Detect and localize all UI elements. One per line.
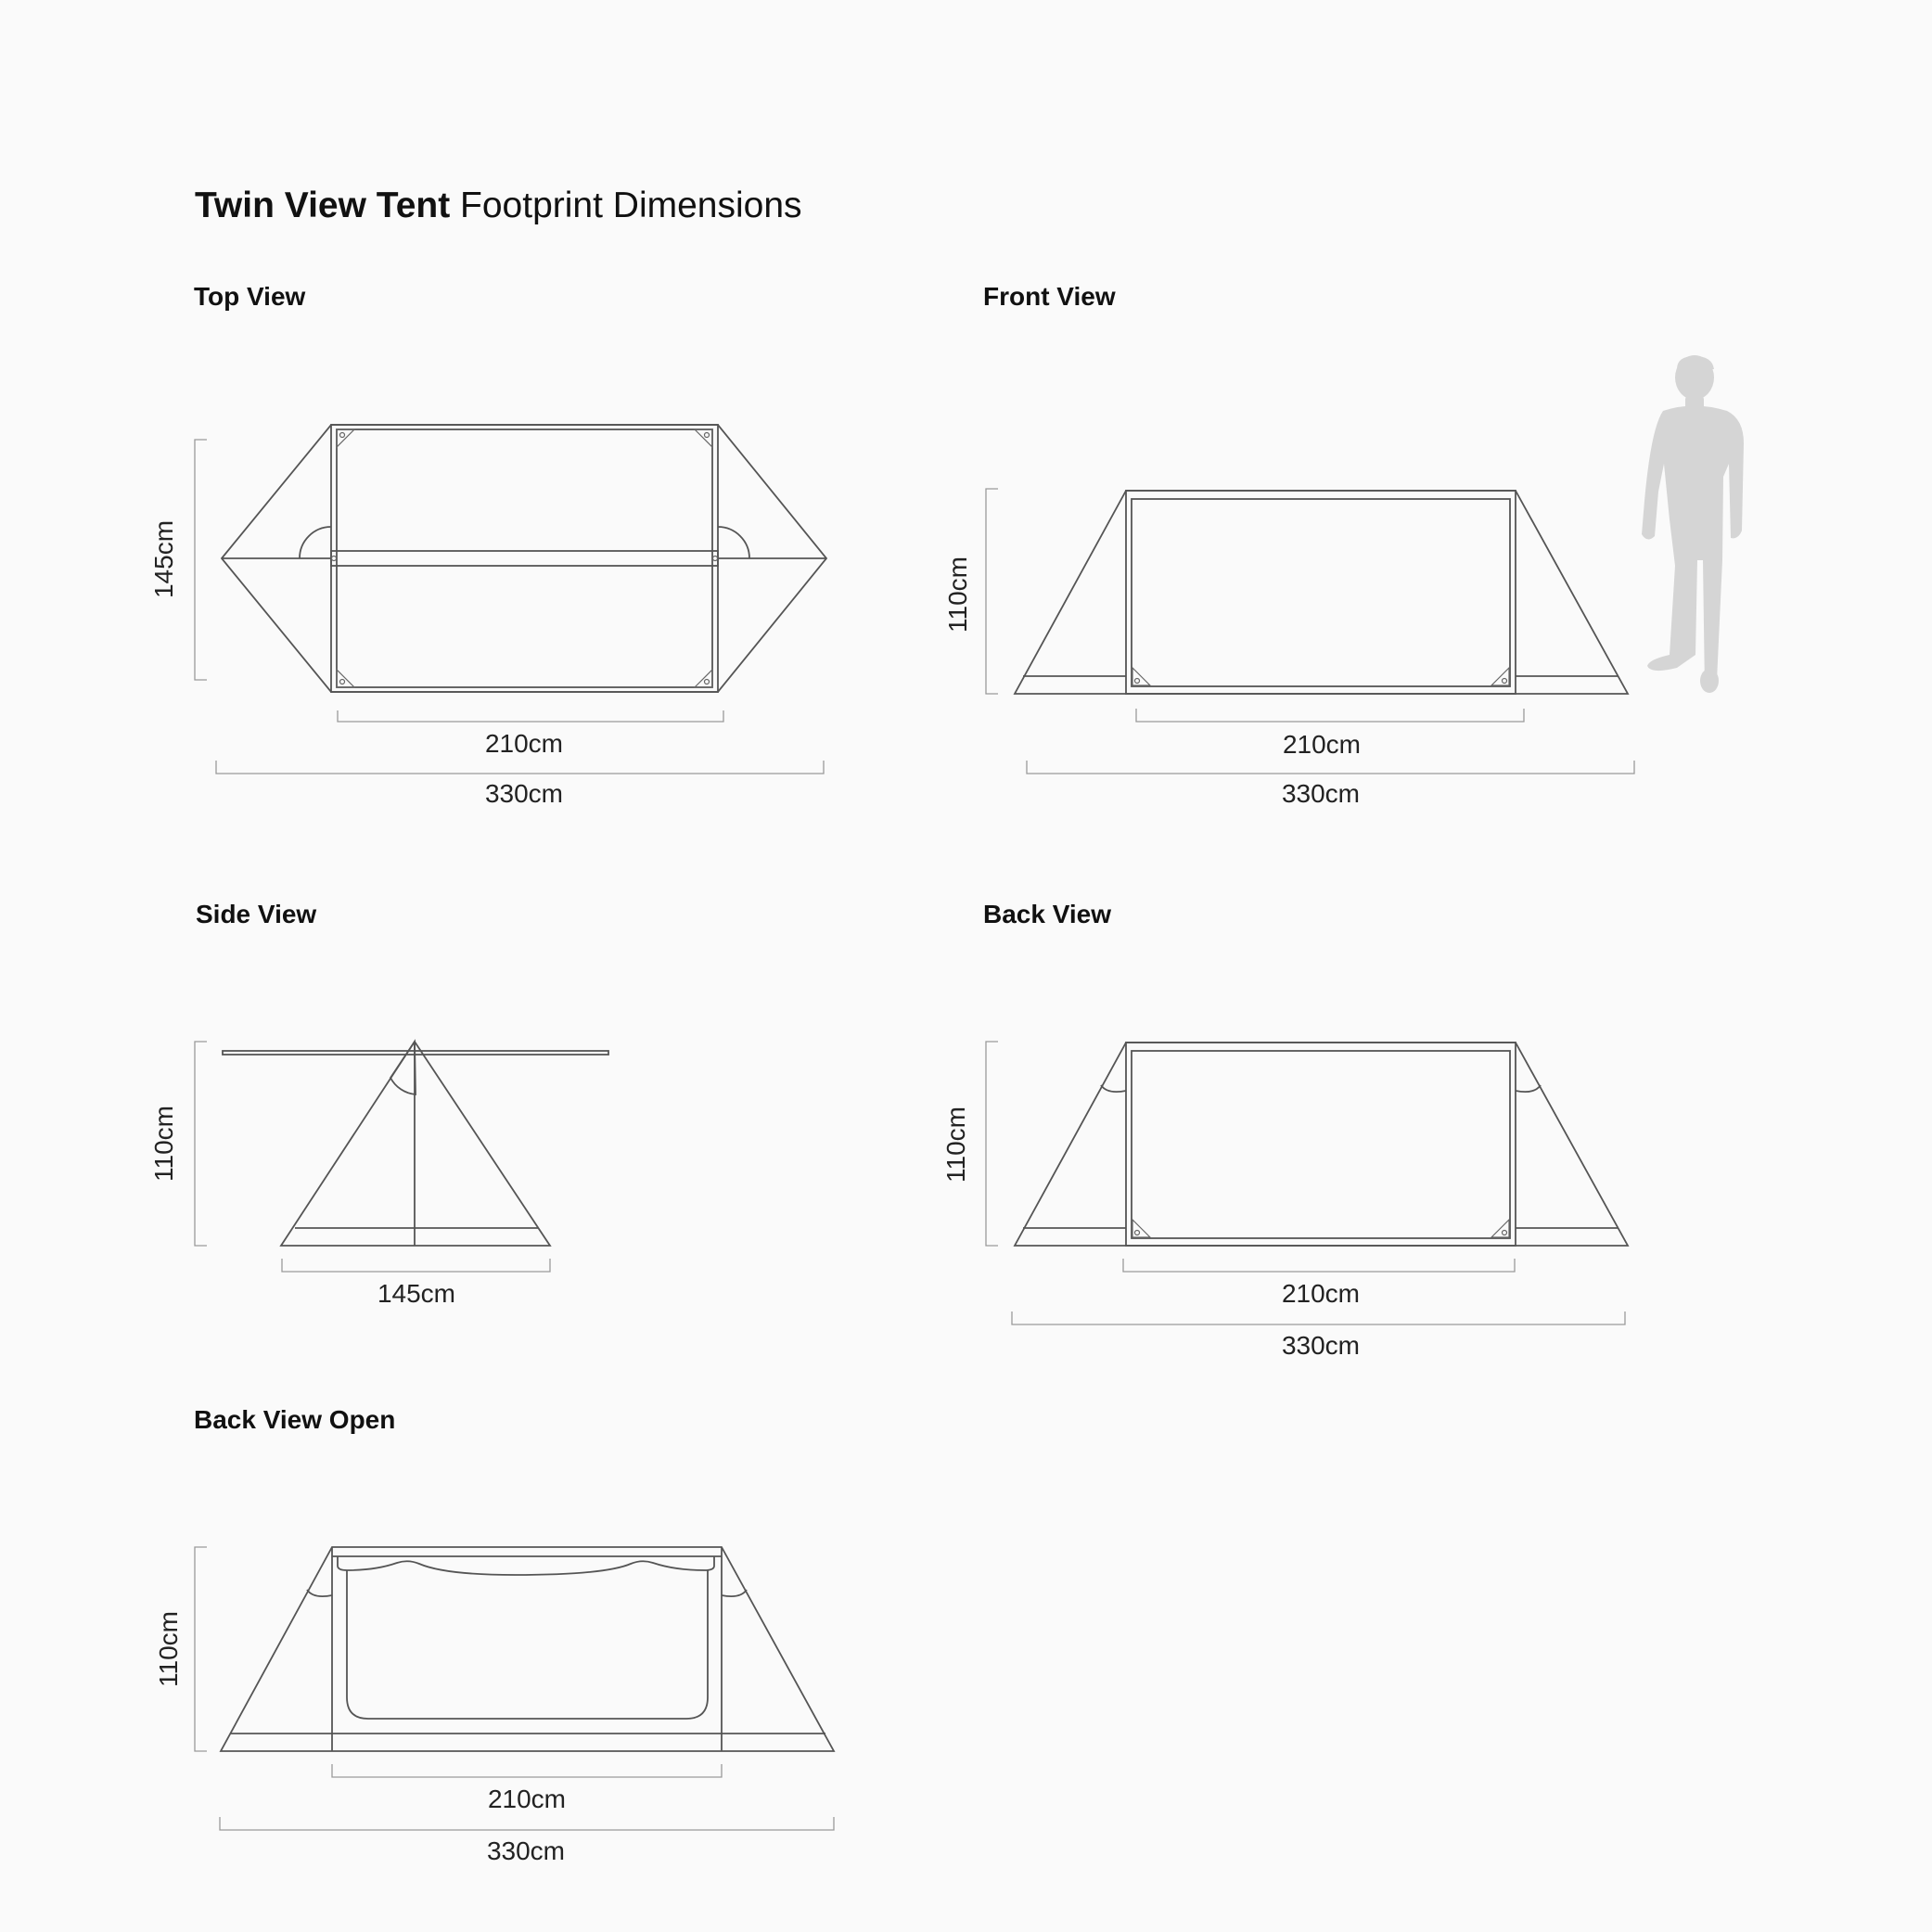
back-view-open-height-label: 110cm: [154, 1611, 183, 1687]
back-view-open-heading: Back View Open: [194, 1405, 396, 1434]
top-view-body: [331, 425, 718, 692]
back-view-open-drawing: [154, 1547, 834, 1865]
title-product: Twin View Tent: [195, 186, 451, 225]
top-view-body-inner: [337, 429, 712, 687]
top-view-outer-width-label: 330cm: [484, 779, 564, 808]
top-view-inner-width-label: 210cm: [484, 729, 564, 758]
back-view-panel-inner: [1132, 1051, 1510, 1238]
back-view-inner-width-label: 210cm: [1281, 1279, 1361, 1308]
side-view-drawing: [149, 1042, 608, 1308]
front-view-height-label: 110cm: [943, 557, 972, 633]
back-view-outline: [1015, 1043, 1628, 1246]
back-view-panel: [1126, 1043, 1516, 1246]
front-view-outer-width-label: 330cm: [1281, 779, 1361, 808]
title-rest: Footprint Dimensions: [450, 186, 802, 225]
front-view-door-inner: [1132, 499, 1510, 686]
front-view-drawing: [943, 355, 1744, 808]
side-view-heading: Side View: [196, 900, 317, 928]
back-view-open-inner-width-label: 210cm: [487, 1785, 567, 1813]
top-view-heading: Top View: [194, 282, 306, 311]
side-view-height-label: 110cm: [149, 1106, 178, 1182]
front-view-outline: [1015, 491, 1628, 694]
side-view-base-label: 145cm: [377, 1279, 456, 1308]
back-view-open-door: [338, 1556, 714, 1575]
back-view-open-outer-width-label: 330cm: [486, 1836, 566, 1865]
back-view-height-label: 110cm: [941, 1107, 970, 1183]
person-silhouette-icon: [1642, 355, 1744, 693]
top-view-height-label: 145cm: [149, 519, 178, 599]
back-view-open-outline: [221, 1547, 834, 1751]
back-view-outer-width-label: 330cm: [1281, 1331, 1361, 1360]
top-view-ridge: [331, 551, 718, 566]
top-view-drawing: [149, 425, 826, 808]
front-view-inner-width-label: 210cm: [1282, 730, 1362, 759]
front-view-heading: Front View: [983, 282, 1116, 311]
back-view-heading: Back View: [983, 900, 1112, 928]
back-view-drawing: [941, 1042, 1628, 1360]
front-view-door: [1126, 491, 1516, 694]
